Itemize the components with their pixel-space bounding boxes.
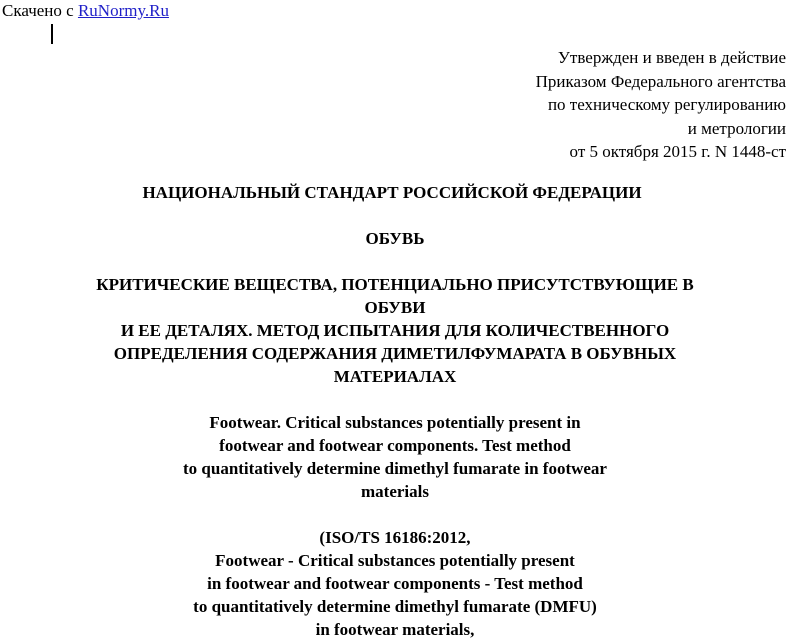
english-title-line: materials — [361, 482, 429, 501]
english-title-line: Footwear. Critical substances potentially present in — [209, 413, 581, 432]
approval-line: Приказом Федерального агентства — [535, 71, 786, 91]
approval-block — [536, 46, 786, 164]
source-link[interactable]: RuNormy.Ru — [77, 1, 169, 20]
iso-reference-line: (ISO/TS 16186:2012, — [319, 528, 471, 547]
subject-heading-text: ОБУВЬ — [365, 229, 425, 248]
iso-reference-line: Footwear - Critical substances potentially present — [215, 551, 575, 570]
approval-line: и метрологии — [687, 118, 786, 138]
iso-reference-line: in footwear and footwear components - Test method — [207, 574, 583, 593]
text-cursor — [51, 24, 53, 44]
source-prefix: Скачено с — [2, 1, 78, 20]
english-title-line: to quantitatively determine dimethyl fumarate in footwear — [183, 459, 607, 478]
russian-title-line: МАТЕРИАЛАХ — [333, 367, 457, 386]
russian-title-line: КРИТИЧЕСКИЕ ВЕЩЕСТВА, ПОТЕНЦИАЛЬНО ПРИСУТСТВУЮЩИЕ В — [96, 275, 694, 294]
approval-line: Утвержден и введен в действие — [557, 48, 786, 67]
approval-line: по техническому регулированию — [547, 95, 786, 114]
source-line — [2, 1, 169, 21]
iso-reference-line: in footwear materials, — [315, 620, 475, 639]
subject-heading — [0, 227, 790, 250]
russian-title-line: ОБУВИ — [364, 298, 426, 317]
approval-line: от 5 октября 2015 г. N 1448-ст — [569, 142, 786, 161]
iso-reference — [0, 526, 790, 641]
russian-title — [0, 273, 790, 388]
russian-title-line: И ЕЕ ДЕТАЛЯХ. МЕТОД ИСПЫТАНИЯ ДЛЯ КОЛИЧЕСТВЕННОГО — [120, 321, 670, 340]
standard-heading — [0, 181, 790, 204]
english-title-line: footwear and footwear components. Test method — [219, 436, 571, 455]
english-title — [0, 411, 790, 503]
standard-heading-text: НАЦИОНАЛЬНЫЙ СТАНДАРТ РОССИЙСКОЙ ФЕДЕРАЦИИ — [142, 183, 642, 202]
iso-reference-line: to quantitatively determine dimethyl fumarate (DMFU) — [193, 597, 597, 616]
russian-title-line: ОПРЕДЕЛЕНИЯ СОДЕРЖАНИЯ ДИМЕТИЛФУМАРАТА В ОБУВНЫХ — [113, 344, 677, 363]
